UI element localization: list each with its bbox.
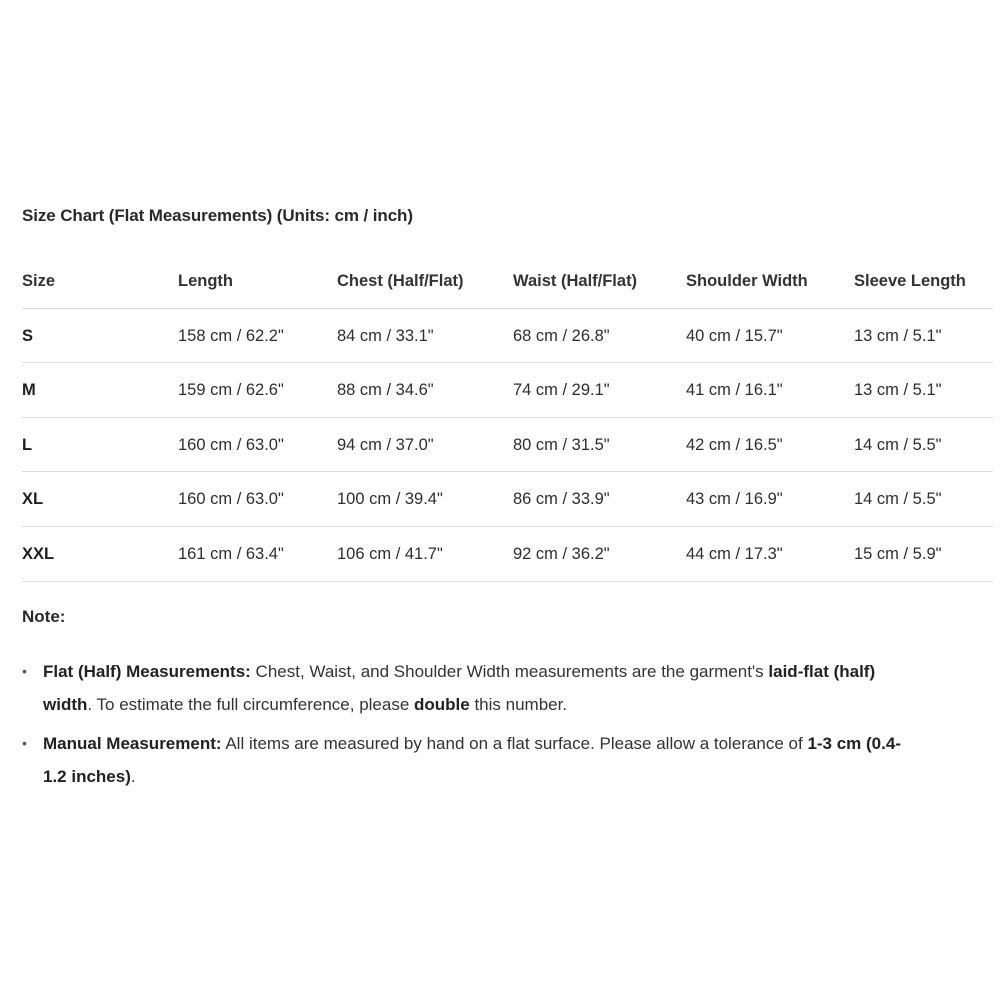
note-emphasis: double (414, 695, 470, 714)
chest-cell: 100 cm / 39.4" (337, 490, 443, 509)
sleeve-length-cell: 13 cm / 5.1" (854, 326, 942, 345)
length-cell: 160 cm / 63.0" (178, 435, 284, 454)
note-text: Chest, Waist, and Shoulder Width measurements are the garment's (250, 662, 769, 681)
note-text: this number. (469, 695, 568, 714)
column-header-shoulder-width: Shoulder Width (686, 272, 808, 290)
chest-cell: 88 cm / 34.6" (337, 381, 434, 400)
bullet-icon: • (22, 735, 27, 751)
note-text: . To estimate the full circumference, please (87, 695, 415, 714)
sleeve-length-cell: 13 cm / 5.1" (854, 381, 942, 400)
note-emphasis: 1-3 cm (0.4-1.2 inches) (43, 734, 901, 786)
column-header-length: Length (178, 272, 233, 290)
chest-cell: 84 cm / 33.1" (337, 326, 434, 345)
column-header-size: Size (22, 272, 56, 290)
sleeve-length-cell: 14 cm / 5.5" (854, 490, 942, 509)
length-cell: 158 cm / 62.2" (178, 326, 284, 345)
sleeve-length-cell: 15 cm / 5.9" (854, 544, 942, 563)
column-header-waist: Waist (Half/Flat) (513, 272, 638, 290)
length-cell: 161 cm / 63.4" (178, 544, 284, 563)
column-header-sleeve-length: Sleeve Length (854, 272, 966, 290)
chest-cell: 94 cm / 37.0" (337, 435, 434, 454)
sleeve-length-cell: 14 cm / 5.5" (854, 435, 942, 454)
shoulder-width-cell: 43 cm / 16.9" (686, 490, 783, 509)
note-heading: Note: (22, 607, 66, 626)
table-header-row (22, 254, 993, 309)
note-label: Manual Measurement: (43, 734, 222, 753)
table-row (22, 418, 993, 473)
note-label: Flat (Half) Measurements: (43, 662, 251, 681)
table-row (22, 527, 993, 582)
table-row (22, 309, 993, 364)
size-chart-table (22, 254, 993, 582)
chest-cell: 106 cm / 41.7" (337, 544, 443, 563)
size-cell: S (22, 326, 34, 345)
length-cell: 160 cm / 63.0" (178, 490, 284, 509)
waist-cell: 80 cm / 31.5" (513, 435, 610, 454)
page-title: Size Chart (Flat Measurements) (Units: cm / inch) (22, 206, 413, 225)
shoulder-width-cell: 40 cm / 15.7" (686, 326, 783, 345)
note-emphasis: laid-flat (half) width (43, 662, 876, 714)
note-item-manual-measurement (22, 727, 922, 793)
table-row (22, 363, 993, 418)
size-cell: XL (22, 490, 44, 509)
note-item-flat-measurements (22, 655, 922, 721)
waist-cell: 74 cm / 29.1" (513, 381, 610, 400)
bullet-icon: • (22, 663, 27, 679)
note-text: . (130, 767, 136, 786)
length-cell: 159 cm / 62.6" (178, 381, 284, 400)
column-header-chest: Chest (Half/Flat) (337, 272, 464, 290)
size-cell: L (22, 435, 33, 454)
size-cell: XXL (22, 544, 55, 563)
note-list (22, 655, 922, 799)
note-text: All items are measured by hand on a flat surface. Please allow a tolerance of (221, 734, 808, 753)
shoulder-width-cell: 42 cm / 16.5" (686, 435, 783, 454)
waist-cell: 68 cm / 26.8" (513, 326, 610, 345)
waist-cell: 92 cm / 36.2" (513, 544, 610, 563)
table-row (22, 472, 993, 527)
shoulder-width-cell: 44 cm / 17.3" (686, 544, 783, 563)
shoulder-width-cell: 41 cm / 16.1" (686, 381, 783, 400)
waist-cell: 86 cm / 33.9" (513, 490, 610, 509)
size-cell: M (22, 381, 36, 400)
